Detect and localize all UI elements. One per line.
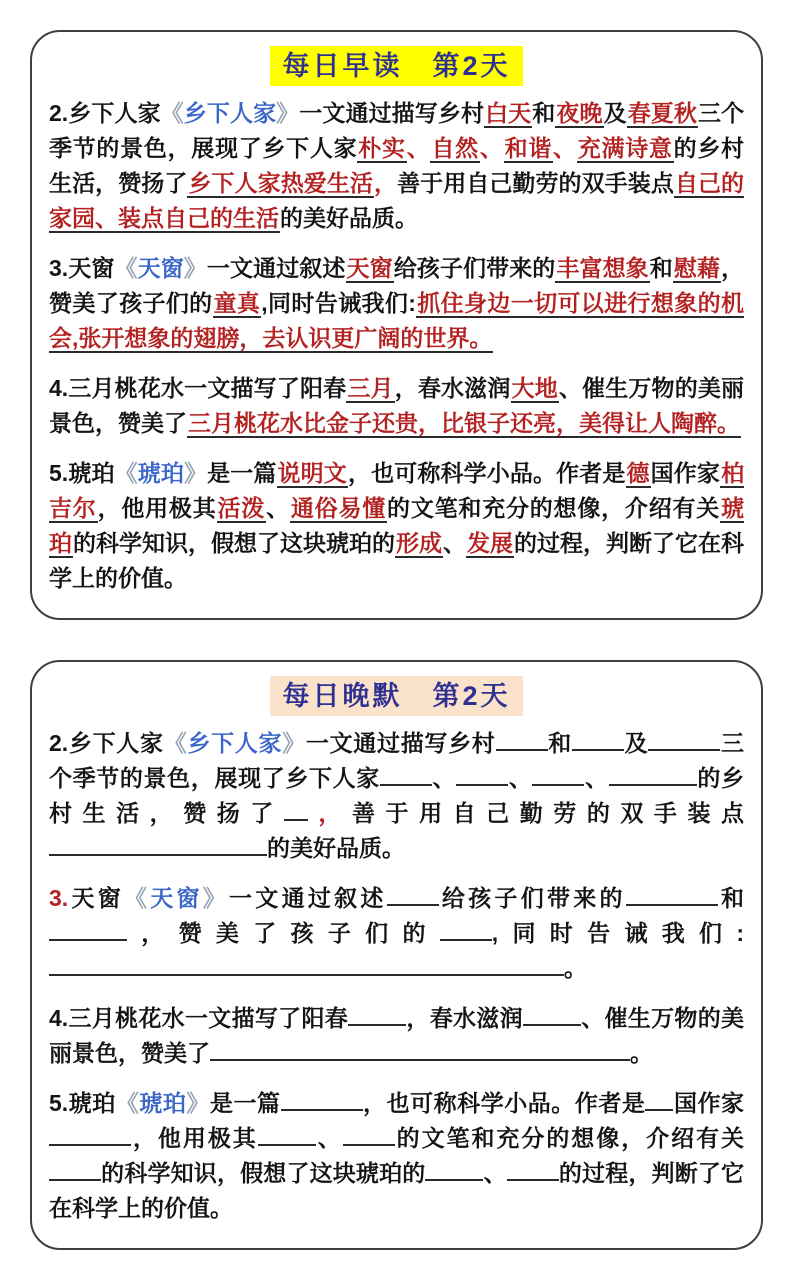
worksheet-paragraph xyxy=(49,726,744,866)
red-text-segment: ， xyxy=(307,800,352,826)
text-segment: 的乡村生活，赞扬了 xyxy=(49,765,745,826)
text-segment: 一文通过叙述 xyxy=(206,255,346,281)
text-segment: 给孩子们带来的 xyxy=(393,255,556,281)
book-title-bracket: 《 xyxy=(114,255,138,281)
book-title-bracket: 》 xyxy=(282,730,306,756)
book-title-bracket: 》 xyxy=(183,255,207,281)
worksheet-paragraph xyxy=(49,1001,744,1071)
text-segment: 一文通过叙述 xyxy=(229,885,387,911)
worksheet-paragraph xyxy=(49,456,744,596)
text-segment: 4.三月桃花水一文描写了阳春 xyxy=(49,375,347,401)
text-segment: ，他用极其 xyxy=(97,495,217,521)
answer-text: 柏吉尔 xyxy=(49,460,745,521)
evening-section-title: 每日晚默 第2天 xyxy=(270,676,522,716)
fill-in-blank xyxy=(210,1037,630,1061)
text-segment: 天窗 xyxy=(68,885,124,911)
text-segment: 三个季节的景色，展现了乡下人家 xyxy=(49,730,745,791)
answer-text: 丰富想象 xyxy=(556,255,649,281)
book-title-text: 乡下人家 xyxy=(183,100,277,126)
text-segment: 、催生万物的美丽景色，赞美了 xyxy=(49,375,745,436)
text-segment: 的美好品质。 xyxy=(267,835,405,861)
text-segment: 的乡村生活，赞扬了 xyxy=(49,135,745,196)
text-segment: 和 xyxy=(649,255,673,281)
book-title-bracket: 《 xyxy=(123,885,151,911)
answer-text: 大地 xyxy=(511,375,558,401)
text-segment: ，也可称科学小品。作者是 xyxy=(362,1090,646,1116)
text-segment: ，也可称科学小品。作者是 xyxy=(347,460,626,486)
fill-in-blank xyxy=(425,1157,483,1181)
book-title-bracket: 》 xyxy=(276,100,300,126)
fill-in-blank xyxy=(645,1087,673,1111)
text-segment: ，春水滋润 xyxy=(394,375,511,401)
fill-in-blank xyxy=(49,1122,131,1146)
book-title-bracket: 《 xyxy=(163,730,188,756)
text-segment: 的美好品质。 xyxy=(280,205,418,231)
text-segment: 5.琥珀 xyxy=(49,1090,116,1116)
text-segment: 。 xyxy=(564,955,587,981)
answer-text: 说明文 xyxy=(277,460,347,486)
text-segment: 、 xyxy=(584,765,609,791)
book-title-bracket: 》 xyxy=(186,1090,210,1116)
answer-text: 自然 xyxy=(431,135,479,161)
worksheet-paragraph xyxy=(49,96,744,236)
fill-in-blank xyxy=(49,832,267,856)
text-segment: 是一篇 xyxy=(209,1090,281,1116)
fill-in-blank xyxy=(572,727,624,751)
fill-in-blank xyxy=(284,797,308,821)
morning-section-title: 每日早读 第2天 xyxy=(270,46,522,86)
red-text-segment: 、 xyxy=(406,135,431,161)
text-segment: 、 xyxy=(431,765,457,791)
text-segment: 、 xyxy=(508,765,533,791)
text-segment: 三个季节的景色，展现了乡下人家 xyxy=(49,100,745,161)
fill-in-blank xyxy=(440,917,492,941)
morning-title-row xyxy=(49,46,744,86)
text-segment: ，他用极其 xyxy=(131,1125,258,1151)
text-segment: 和 xyxy=(532,100,556,126)
text-segment: 的过程，判断了它在科学上的价值。 xyxy=(49,530,744,591)
text-segment: 5.琥珀 xyxy=(49,460,115,486)
text-segment: 一文通过描写乡村 xyxy=(299,100,485,126)
book-title-text: 乡下人家 xyxy=(187,730,283,756)
text-segment: 善于用自己勤劳的双手装点 xyxy=(397,170,674,196)
book-title-text: 琥珀 xyxy=(137,460,184,486)
answer-text: 夜晚 xyxy=(556,100,603,126)
text-segment: 、 xyxy=(483,1160,507,1186)
fill-in-blank xyxy=(319,952,564,976)
fill-in-blank xyxy=(507,1157,559,1181)
fill-in-blank xyxy=(49,917,127,941)
text-segment: 的科学知识，假想了这块琥珀的 xyxy=(101,1160,426,1186)
answer-text: 抓住身边一切可以进行想象的机会,张开想象的翅膀，去认识更广阔的世界。 xyxy=(49,290,745,351)
worksheet-paragraph xyxy=(49,1086,744,1226)
fill-in-blank xyxy=(387,882,439,906)
fill-in-blank xyxy=(626,882,718,906)
fill-in-blank xyxy=(523,1002,581,1026)
text-segment: ，赞美了孩子们的 xyxy=(127,920,440,946)
answer-text: 发展 xyxy=(467,530,513,556)
fill-in-blank xyxy=(496,727,548,751)
answer-text: 三月 xyxy=(347,375,394,401)
morning-reading-section xyxy=(30,30,763,620)
answer-text: 三月桃花水比金子还贵，比银子还亮，美得让人陶醉。 xyxy=(188,410,740,436)
text-segment: 2.乡下人家 xyxy=(49,100,161,126)
answer-text: 自己的家园、装点自己的生活 xyxy=(49,170,745,231)
answer-text: 通俗易懂 xyxy=(290,495,387,521)
answer-text: 慰藉 xyxy=(673,255,721,281)
text-segment: 4.三月桃花水一文描写了阳春 xyxy=(49,1005,349,1031)
red-text-segment: 3. xyxy=(49,885,69,911)
book-title-bracket: 《 xyxy=(114,460,138,486)
text-segment: 及 xyxy=(623,730,649,756)
answer-text: 德 xyxy=(626,460,650,486)
text-segment: 及 xyxy=(603,100,627,126)
book-title-text: 天窗 xyxy=(137,255,184,281)
text-segment: 2.乡下人家 xyxy=(49,730,164,756)
fill-in-blank xyxy=(648,727,720,751)
text-segment: 、 xyxy=(443,530,466,556)
book-title-text: 琥珀 xyxy=(139,1090,187,1116)
evening-title-row xyxy=(49,676,744,716)
fill-in-blank xyxy=(343,1122,395,1146)
fill-in-blank xyxy=(532,762,584,786)
text-segment: ,同时告诫我们: xyxy=(491,920,744,946)
text-segment: 、催生万物的美丽景色，赞美了 xyxy=(49,1005,745,1066)
text-segment: 一文通过描写乡村 xyxy=(305,730,496,756)
text-segment: 、 xyxy=(315,1125,343,1151)
red-text-segment: 、 xyxy=(479,135,504,161)
text-segment: 善于用自己勤劳的双手装点 xyxy=(351,800,745,826)
text-segment: 是一篇 xyxy=(207,460,277,486)
answer-text: 活泼 xyxy=(217,495,266,521)
answer-text: 充满诗意 xyxy=(577,135,673,161)
text-segment: 的科学知识，假想了这块琥珀的 xyxy=(73,530,395,556)
answer-text: 春夏秋 xyxy=(627,100,697,126)
fill-in-blank xyxy=(380,762,432,786)
worksheet-paragraph xyxy=(49,251,744,356)
fill-in-blank xyxy=(49,1157,101,1181)
answer-text: 白天 xyxy=(485,100,532,126)
morning-paragraphs xyxy=(49,96,744,596)
text-segment: 给孩子们带来的 xyxy=(438,885,626,911)
fill-in-blank xyxy=(609,762,697,786)
text-segment: 。 xyxy=(630,1040,653,1066)
answer-text: 朴实 xyxy=(358,135,406,161)
answer-text: 和谐 xyxy=(504,135,553,161)
fill-in-blank xyxy=(258,1122,316,1146)
answer-text: 童真 xyxy=(213,290,261,316)
text-segment: ,同时告诫我们: xyxy=(261,290,416,316)
answer-text: 天窗 xyxy=(346,255,393,281)
red-text-segment: ， xyxy=(373,170,398,196)
answer-text: 形成 xyxy=(396,530,442,556)
text-segment: 3.天窗 xyxy=(49,255,115,281)
book-title-bracket: 《 xyxy=(160,100,184,126)
text-segment: 国作家 xyxy=(650,460,721,486)
text-segment: 的文笔和充分的想像，介绍有关 xyxy=(387,495,721,521)
text-segment: ，春水滋润 xyxy=(406,1005,523,1031)
evening-paragraphs xyxy=(49,726,744,1226)
book-title-bracket: 》 xyxy=(202,885,230,911)
book-title-text: 天窗 xyxy=(150,885,203,911)
fill-in-blank xyxy=(49,952,319,976)
evening-dictation-section xyxy=(30,660,763,1250)
text-segment: 和 xyxy=(717,885,745,911)
red-text-segment: 、 xyxy=(553,135,577,161)
text-segment: ，赞美了孩子们的 xyxy=(49,255,745,316)
answer-text: 乡下人家热爱生活 xyxy=(188,170,373,196)
text-segment: 、 xyxy=(266,495,290,521)
text-segment: 的文笔和充分的想像，介绍有关 xyxy=(394,1125,745,1151)
fill-in-blank xyxy=(348,1002,406,1026)
text-segment: 和 xyxy=(547,730,572,756)
text-segment: 的过程，判断了它在科学上的价值。 xyxy=(49,1160,745,1221)
fill-in-blank xyxy=(281,1087,363,1111)
worksheet-paragraph xyxy=(49,371,744,441)
answer-text: 琥珀 xyxy=(49,495,745,556)
text-segment: 国作家 xyxy=(673,1090,744,1116)
book-title-bracket: 》 xyxy=(183,460,208,486)
worksheet-paragraph xyxy=(49,881,744,986)
fill-in-blank xyxy=(456,762,508,786)
book-title-bracket: 《 xyxy=(115,1090,140,1116)
